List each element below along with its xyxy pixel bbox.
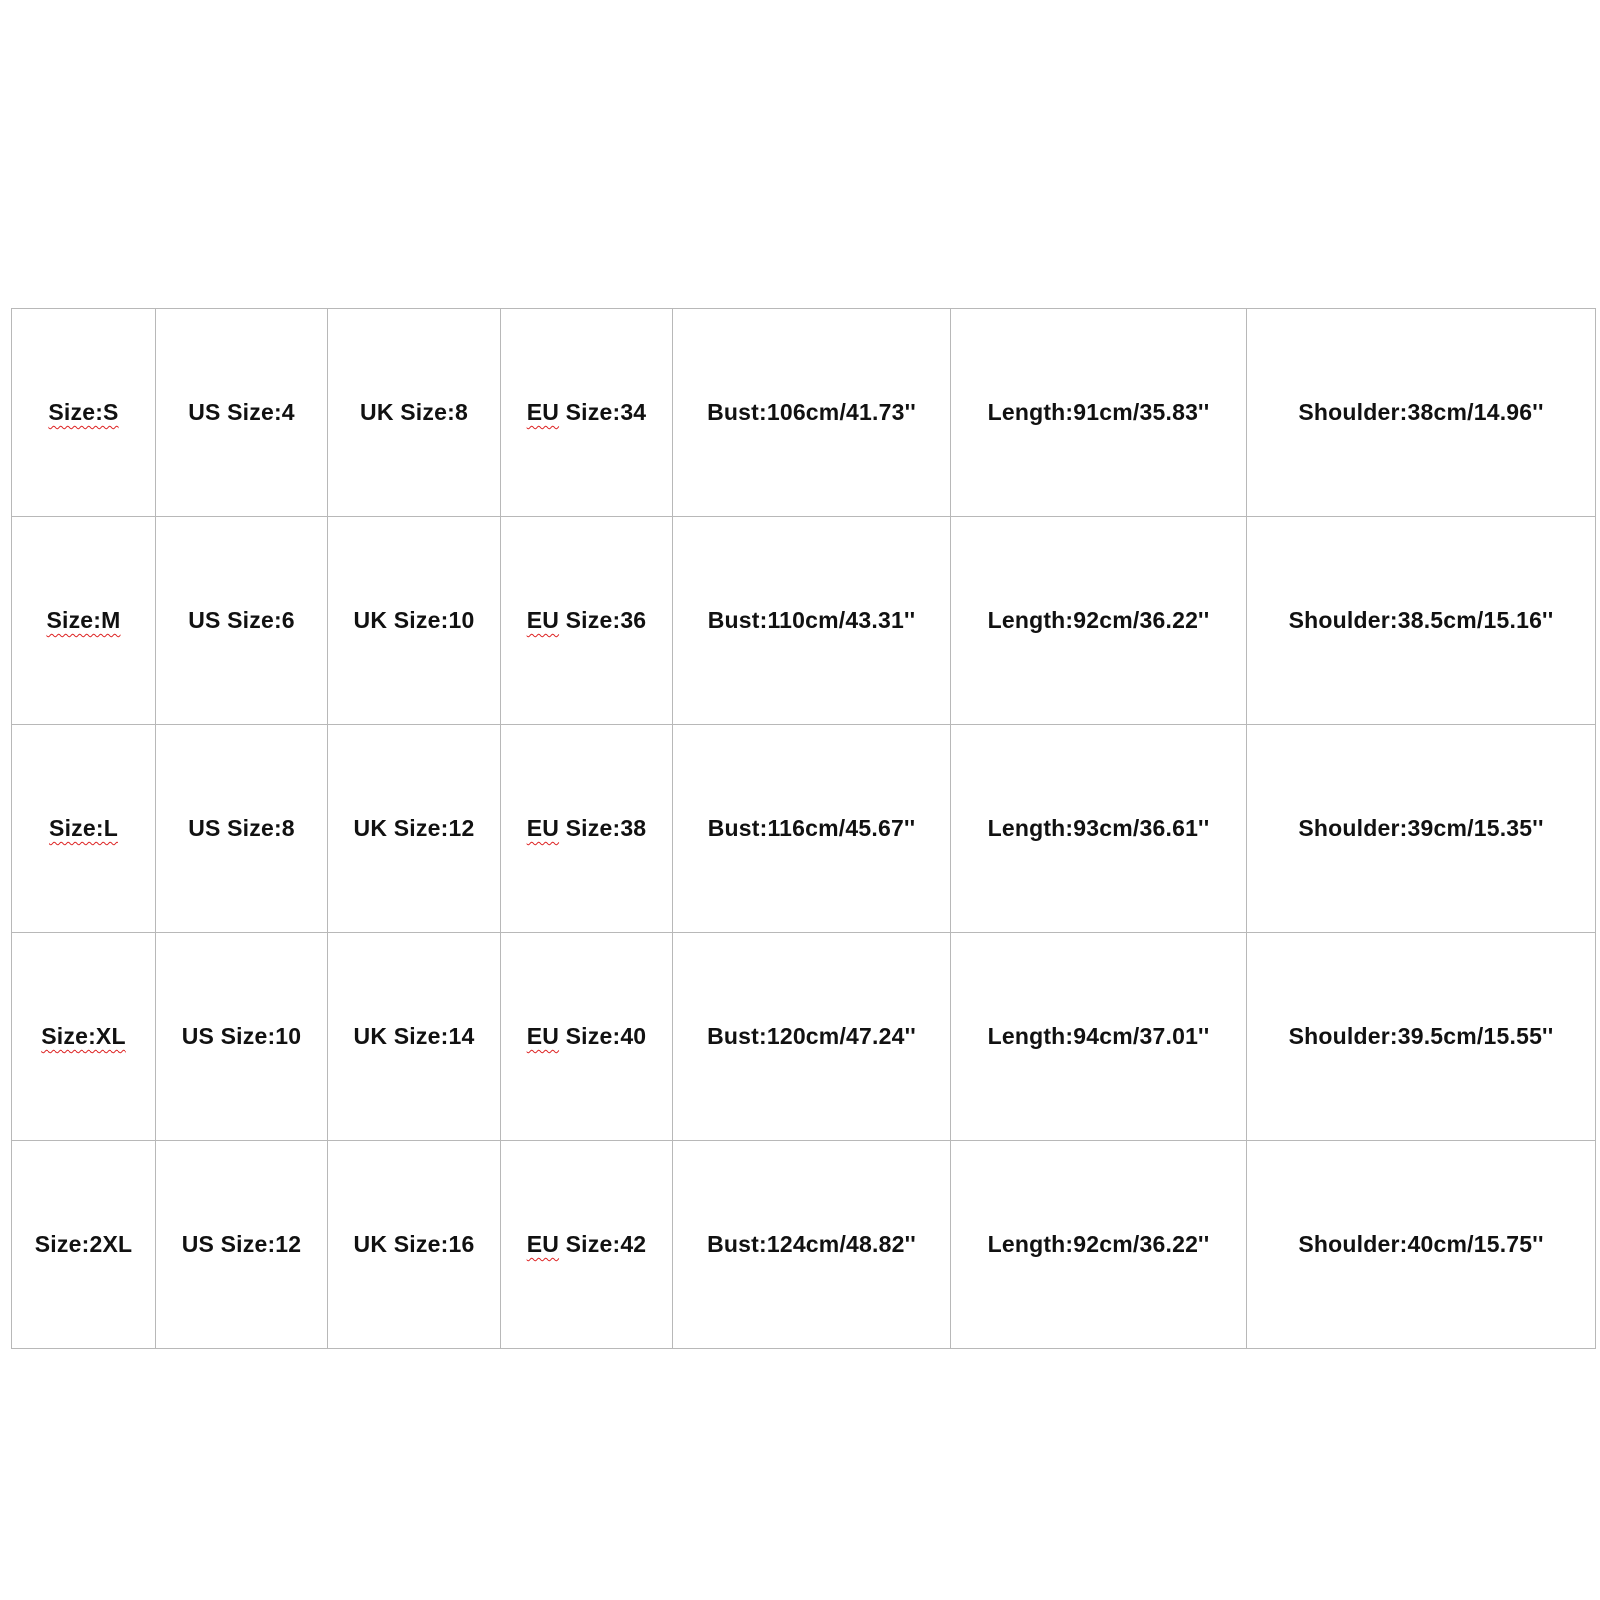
us-size-cell: US Size:10	[156, 933, 328, 1141]
eu-size-value: Size:38	[559, 815, 647, 841]
size-cell	[12, 309, 156, 517]
uk-size-prefix: UK Size:	[353, 607, 449, 633]
bust-cell: Bust:110cm/43.31''	[673, 517, 951, 725]
uk-size-cell	[328, 933, 501, 1141]
uk-size-prefix: UK Size:	[360, 399, 455, 425]
uk-size-cell	[328, 517, 501, 725]
uk-size-prefix: UK Size:	[353, 1023, 449, 1049]
size-cell	[12, 1141, 156, 1349]
length-cell: Length:94cm/37.01''	[951, 933, 1247, 1141]
eu-prefix: EU	[526, 1023, 560, 1049]
eu-prefix: EU	[526, 607, 560, 633]
us-size-cell: US Size:8	[156, 725, 328, 933]
eu-size-value: Size:42	[559, 1231, 647, 1257]
eu-size-cell	[501, 1141, 673, 1349]
uk-size-prefix: UK Size:	[353, 815, 449, 841]
eu-prefix: EU	[526, 399, 560, 425]
eu-size-cell	[501, 517, 673, 725]
uk-size-value: 8	[454, 399, 468, 425]
size-label: Size:L	[49, 815, 118, 841]
size-label: Size:M	[46, 607, 121, 633]
size-label: Size:S	[48, 399, 119, 425]
eu-prefix: EU	[526, 1231, 560, 1257]
size-label: Size:XL	[41, 1023, 126, 1049]
length-cell: Length:91cm/35.83''	[951, 309, 1247, 517]
eu-size-value: Size:40	[559, 1023, 647, 1049]
uk-size-value: 12	[448, 815, 475, 841]
us-size-cell: US Size:12	[156, 1141, 328, 1349]
size-cell	[12, 517, 156, 725]
table-row	[12, 517, 1596, 725]
size-label: Size:2XL	[34, 1231, 133, 1257]
table-row	[12, 725, 1596, 933]
length-cell: Length:92cm/36.22''	[951, 517, 1247, 725]
shoulder-cell: Shoulder:40cm/15.75''	[1247, 1141, 1596, 1349]
size-cell	[12, 725, 156, 933]
table-row	[12, 933, 1596, 1141]
length-cell: Length:92cm/36.22''	[951, 1141, 1247, 1349]
shoulder-cell: Shoulder:38cm/14.96''	[1247, 309, 1596, 517]
table-row	[12, 1141, 1596, 1349]
shoulder-cell: Shoulder:39.5cm/15.55''	[1247, 933, 1596, 1141]
eu-size-value: Size:36	[559, 607, 647, 633]
uk-size-value: 16	[448, 1231, 475, 1257]
bust-cell: Bust:124cm/48.82''	[673, 1141, 951, 1349]
table-row	[12, 309, 1596, 517]
bust-cell: Bust:120cm/47.24''	[673, 933, 951, 1141]
size-chart-table	[11, 308, 1596, 1349]
us-size-cell: US Size:4	[156, 309, 328, 517]
shoulder-cell: Shoulder:39cm/15.35''	[1247, 725, 1596, 933]
eu-prefix: EU	[526, 815, 560, 841]
uk-size-cell	[328, 1141, 501, 1349]
shoulder-cell: Shoulder:38.5cm/15.16''	[1247, 517, 1596, 725]
uk-size-value: 10	[448, 607, 475, 633]
us-size-cell: US Size:6	[156, 517, 328, 725]
eu-size-cell	[501, 933, 673, 1141]
bust-cell: Bust:106cm/41.73''	[673, 309, 951, 517]
eu-size-cell	[501, 309, 673, 517]
length-cell: Length:93cm/36.61''	[951, 725, 1247, 933]
eu-size-value: Size:34	[559, 399, 647, 425]
uk-size-cell	[328, 309, 501, 517]
uk-size-value: 14	[448, 1023, 475, 1049]
bust-cell: Bust:116cm/45.67''	[673, 725, 951, 933]
uk-size-prefix: UK Size:	[353, 1231, 449, 1257]
uk-size-cell	[328, 725, 501, 933]
eu-size-cell	[501, 725, 673, 933]
size-cell	[12, 933, 156, 1141]
